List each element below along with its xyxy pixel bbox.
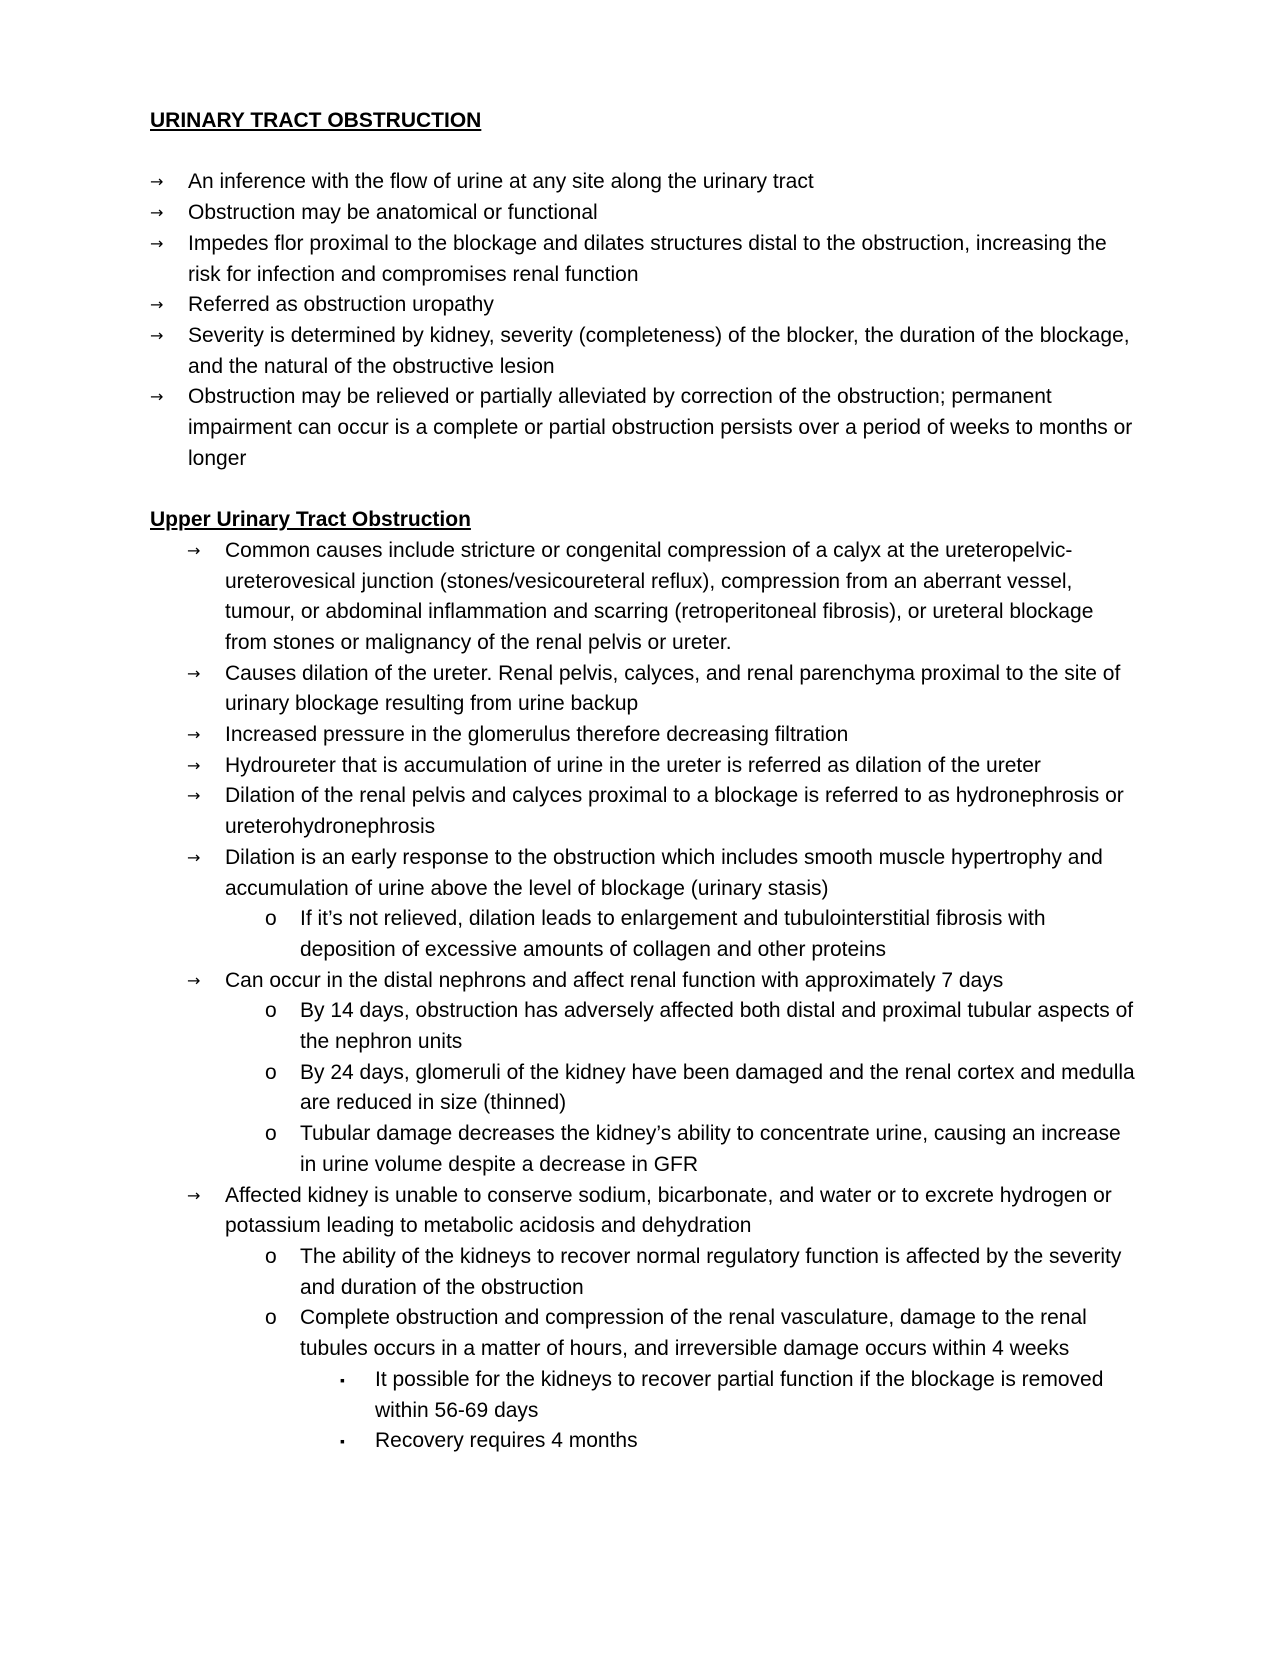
list-item	[150, 229, 1140, 290]
arrow-icon: →	[150, 325, 164, 345]
arrow-icon: →	[187, 540, 201, 560]
sub-list	[225, 996, 1140, 1180]
sub-list-item-text: If it’s not relieved, dilation leads to enlargement and tubulointerstitial fibrosis with deposition of excessive amounts of collagen and other proteins	[300, 907, 1046, 961]
arrow-icon: →	[150, 172, 164, 192]
sub-list-item	[225, 1303, 1140, 1457]
list-item-text: Increased pressure in the glomerulus therefore decreasing filtration	[225, 723, 849, 747]
main-bullet-list	[150, 167, 1140, 474]
list-item	[150, 290, 1140, 321]
sub-sub-list-item-text: Recovery requires 4 months	[375, 1429, 638, 1453]
arrow-icon: →	[150, 233, 164, 253]
sub-sub-list-item	[300, 1365, 1140, 1426]
arrow-icon: →	[150, 387, 164, 407]
circle-bullet-icon: o	[265, 1306, 277, 1330]
sub-list	[225, 1242, 1140, 1457]
sub-list	[225, 904, 1140, 965]
list-item-text: Obstruction may be anatomical or functional	[188, 201, 598, 225]
arrow-icon: →	[187, 725, 201, 745]
sub-sub-list	[300, 1365, 1140, 1457]
sub-list-item	[225, 996, 1140, 1057]
square-bullet-icon: ▪	[340, 1371, 345, 1388]
document-body	[150, 106, 1140, 1457]
page-title: URINARY TRACT OBSTRUCTION	[150, 109, 482, 132]
list-item	[150, 321, 1140, 382]
list-item-text: Dilation is an early response to the obstruction which includes smooth muscle hypertrophy and accumulation of urine above the level of blockage (urinary stasis)	[225, 845, 1103, 900]
list-item	[150, 659, 1140, 720]
list-item	[150, 966, 1140, 1181]
list-item-text: An inference with the flow of urine at any site along the urinary tract	[188, 170, 814, 194]
arrow-icon: →	[150, 203, 164, 223]
list-item	[150, 167, 1140, 198]
sub-list-item-text: By 14 days, obstruction has adversely affected both distal and proximal tubular aspects of the nephron units	[300, 999, 1134, 1054]
sub-list-item	[225, 1242, 1140, 1303]
arrow-icon: →	[187, 970, 201, 990]
square-bullet-icon: ▪	[340, 1433, 345, 1450]
list-item-text: Obstruction may be relieved or partially alleviated by correction of the obstruction; permanent impairment can occur is a complete or partial obstruction persists over a period of weeks to months or longer	[188, 385, 1133, 470]
list-item-text: Affected kidney is unable to conserve sodium, bicarbonate, and water or to excrete hydrogen or potassium leading to metabolic acidosis and dehydration	[225, 1183, 1112, 1238]
sub-list-item-text: Complete obstruction and compression of the renal vasculature, damage to the renal tubules occurs in a matter of hours, and irreversible damage occurs within 4 weeks	[300, 1306, 1087, 1361]
list-item	[150, 198, 1140, 229]
spacer	[150, 137, 1140, 168]
circle-bullet-icon: o	[265, 1122, 277, 1146]
section-heading-upper: Upper Urinary Tract Obstruction	[150, 508, 471, 532]
sub-sub-list-item-text: It possible for the kidneys to recover partial function if the blockage is removed within 56-69 days	[375, 1367, 1104, 1422]
sub-list-item	[225, 1058, 1140, 1119]
sub-list-item-text: Tubular damage decreases the kidney’s ability to concentrate urine, causing an increase in urine volume despite a decrease in GFR	[300, 1122, 1121, 1176]
circle-bullet-icon: o	[265, 907, 277, 931]
circle-bullet-icon: o	[265, 1244, 277, 1268]
list-item-text: Hydroureter that is accumulation of urine in the ureter is referred as dilation of the ureter	[225, 753, 1041, 777]
list-item-text: Severity is determined by kidney, severity (completeness) of the blocker, the duration of the blockage, and the natural of the obstructive lesion	[188, 323, 1130, 378]
list-item	[150, 1181, 1140, 1457]
arrow-icon: →	[187, 663, 201, 683]
circle-bullet-icon: o	[265, 999, 277, 1023]
list-item-text: Causes dilation of the ureter. Renal pelvis, calyces, and renal parenchyma proximal to the site of urinary blockage resulting from urine backup	[225, 661, 1121, 716]
sub-list-item	[225, 1119, 1140, 1180]
list-item-text: Can occur in the distal nephrons and affect renal function with approximately 7 days	[225, 968, 1004, 992]
list-item-text: Dilation of the renal pelvis and calyces proximal to a blockage is referred to as hydronephrosis or ureterohydronephrosis	[225, 784, 1124, 839]
sub-list-item-text: The ability of the kidneys to recover normal regulatory function is affected by the severity and duration of the obstruction	[300, 1244, 1122, 1299]
list-item	[150, 382, 1140, 474]
arrow-icon: →	[187, 786, 201, 806]
arrow-icon: →	[150, 295, 164, 315]
sub-list-item-text: By 24 days, glomeruli of the kidney have been damaged and the renal cortex and medulla are reduced in size (thinned)	[300, 1060, 1135, 1115]
spacer	[150, 474, 1140, 505]
list-item	[150, 781, 1140, 842]
list-item-text: Impedes flor proximal to the blockage and dilates structures distal to the obstruction, increasing the risk for infection and compromises renal function	[188, 231, 1107, 286]
list-item	[150, 843, 1140, 966]
arrow-icon: →	[187, 755, 201, 775]
list-item	[150, 536, 1140, 659]
arrow-icon: →	[187, 847, 201, 867]
list-item-text: Common causes include stricture or congenital compression of a calyx at the ureteropelvic-ureterovesical junction (stones/vesicoureteral reflux), compression from an aberrant vessel, tumour, or abdominal inflammation and scarring (retroperitoneal fibrosis), or ureteral blockage from stones or malignancy of the renal pelvis or ureter.	[225, 538, 1094, 654]
sub-sub-list-item	[300, 1426, 1140, 1457]
upper-bullet-list	[150, 536, 1140, 1457]
list-item	[150, 751, 1140, 782]
circle-bullet-icon: o	[265, 1060, 277, 1084]
arrow-icon: →	[187, 1185, 201, 1205]
sub-list-item	[225, 904, 1140, 965]
list-item	[150, 720, 1140, 751]
list-item-text: Referred as obstruction uropathy	[188, 293, 494, 317]
